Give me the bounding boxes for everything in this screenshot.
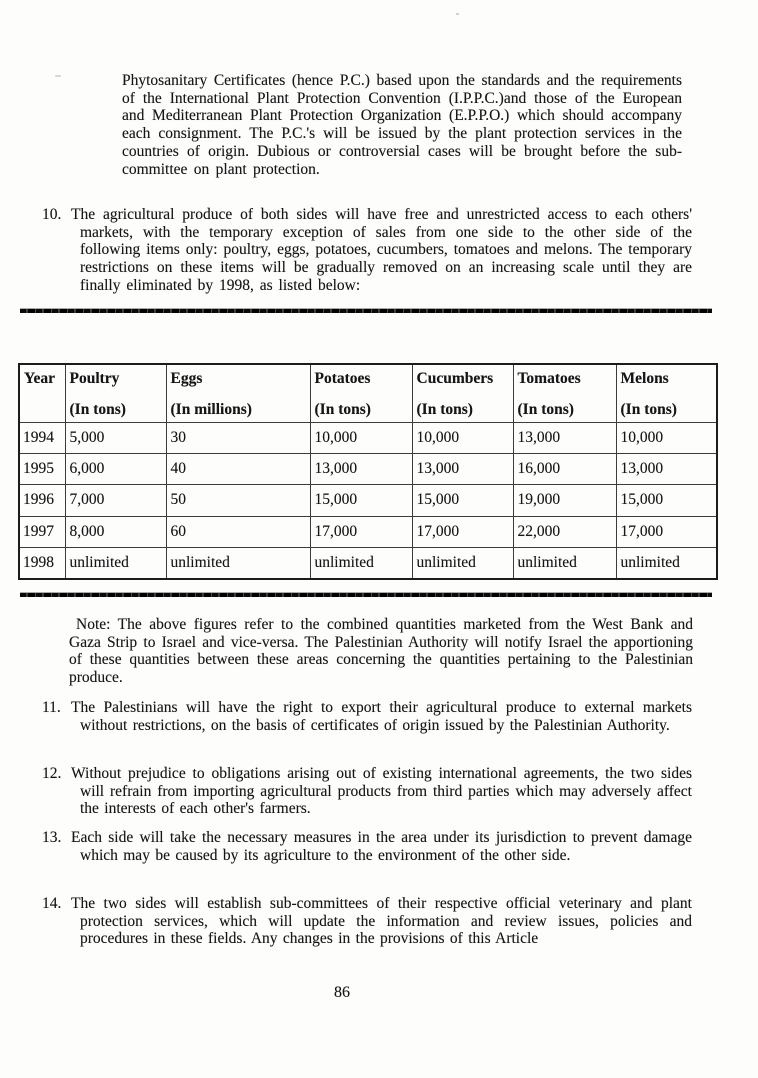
cell-value: 13,000 — [310, 453, 412, 484]
item-text: The two sides will establish sub-committees of their respective official veterinary and plant protection services, which will update the information and review issues, policies and procedures in these fields. Any changes in the provisions of this Article — [71, 895, 692, 948]
intro-paragraph: Phytosanitary Certificates (hence P.C.) based upon the standards and the requirements of the International Plant Protection Convention (I.P.P.C.)and those of the European and Mediterranean Plant Protection Organization (E.P.P.O.) which should accompany each consignment. The P.C.'s will be issued by the plant protection services in the countries of origin. Dubious or controversial cases will be brought before the sub-committee on plant protection. — [122, 72, 682, 178]
item-number: 11. — [42, 699, 61, 716]
cell-value: 10,000 — [310, 422, 412, 453]
cell-value: 60 — [166, 516, 310, 547]
cell-value: 5,000 — [65, 422, 166, 453]
item-text: The Palestinians will have the right to export their agricultural produce to external markets without restrictions, on the basis of certificates of origin issued by the Palestinian Authority. — [71, 699, 692, 734]
header-potatoes: Potatoes (In tons) — [310, 364, 412, 422]
cell-value: 50 — [166, 485, 310, 516]
cell-value: unlimited — [412, 548, 513, 579]
cell-value: 15,000 — [412, 485, 513, 516]
table-header-row — [19, 364, 717, 422]
cell-value: 17,000 — [616, 516, 717, 547]
list-item-13 — [42, 829, 692, 864]
item-number: 10. — [42, 206, 62, 223]
item-text: Each side will take the necessary measures in the area under its jurisdiction to prevent damage which may be caused by its agriculture to the environment of the other side. — [71, 829, 692, 864]
header-eggs: Eggs (In millions) — [166, 364, 310, 422]
cell-value: 13,000 — [616, 453, 717, 484]
list-item-11 — [42, 699, 692, 734]
header-melons: Melons (In tons) — [616, 364, 717, 422]
agricultural-quota-table — [18, 363, 718, 580]
cell-value: 30 — [166, 422, 310, 453]
cell-value: 8,000 — [65, 516, 166, 547]
cell-value: 13,000 — [412, 453, 513, 484]
cell-year: 1994 — [19, 422, 65, 453]
header-poultry: Poultry (In tons) — [65, 364, 166, 422]
cell-value: unlimited — [310, 548, 412, 579]
cell-year: 1996 — [19, 485, 65, 516]
list-item-12 — [42, 765, 692, 818]
cell-value: 10,000 — [616, 422, 717, 453]
cell-value: unlimited — [65, 548, 166, 579]
item-text: The agricultural produce of both sides will have free and unrestricted access to each others' markets, with the temporary exception of sales from one side to the other side of the following items only: poultry, eggs, potatoes, cucumbers, tomatoes and melons. The temporary restrictions on these items will be gradually removed on an increasing scale until they are finally eliminated by 1998, as listed below: — [71, 206, 692, 294]
cell-value: 13,000 — [513, 422, 616, 453]
cell-year: 1995 — [19, 453, 65, 484]
item-number: 12. — [42, 765, 62, 782]
cell-value: 19,000 — [513, 485, 616, 516]
cell-year: 1997 — [19, 516, 65, 547]
cell-value: 15,000 — [310, 485, 412, 516]
scan-artifact — [456, 13, 459, 15]
item-number: 14. — [42, 895, 62, 912]
scan-artifact — [55, 75, 61, 77]
item-text: Without prejudice to obligations arising out of existing international agreements, the two sides will refrain from importing agricultural products from third parties which may adversely affect the interests of each other's farmers. — [71, 765, 692, 818]
item-number: 13. — [42, 829, 62, 846]
cell-year: 1998 — [19, 548, 65, 579]
header-year: Year — [19, 364, 65, 422]
cell-value: 6,000 — [65, 453, 166, 484]
list-item-14 — [42, 895, 692, 948]
cell-value: unlimited — [513, 548, 616, 579]
cell-value: 16,000 — [513, 453, 616, 484]
divider-below-table — [20, 593, 712, 597]
cell-value: 10,000 — [412, 422, 513, 453]
table-row — [19, 485, 717, 516]
cell-value: 15,000 — [616, 485, 717, 516]
list-item-10 — [42, 206, 692, 295]
cell-value: 22,000 — [513, 516, 616, 547]
cell-value: 7,000 — [65, 485, 166, 516]
cell-value: unlimited — [616, 548, 717, 579]
cell-value: 17,000 — [310, 516, 412, 547]
note-paragraph: Note: The above figures refer to the combined quantities marketed from the West Bank and Gaza Strip to Israel and vice-versa. The Palestinian Authority will notify Israel the apportioning of these quantities between these areas concerning the quantities pertaining to the Palestinian produce. — [69, 616, 693, 687]
table-row — [19, 516, 717, 547]
table-row — [19, 548, 717, 579]
divider-above-table — [20, 309, 712, 313]
page-number: 86 — [334, 984, 350, 1001]
cell-value: 17,000 — [412, 516, 513, 547]
table-row — [19, 453, 717, 484]
cell-value: 40 — [166, 453, 310, 484]
header-cucumbers: Cucumbers (In tons) — [412, 364, 513, 422]
table-row — [19, 422, 717, 453]
header-tomatoes: Tomatoes (In tons) — [513, 364, 616, 422]
cell-value: unlimited — [166, 548, 310, 579]
